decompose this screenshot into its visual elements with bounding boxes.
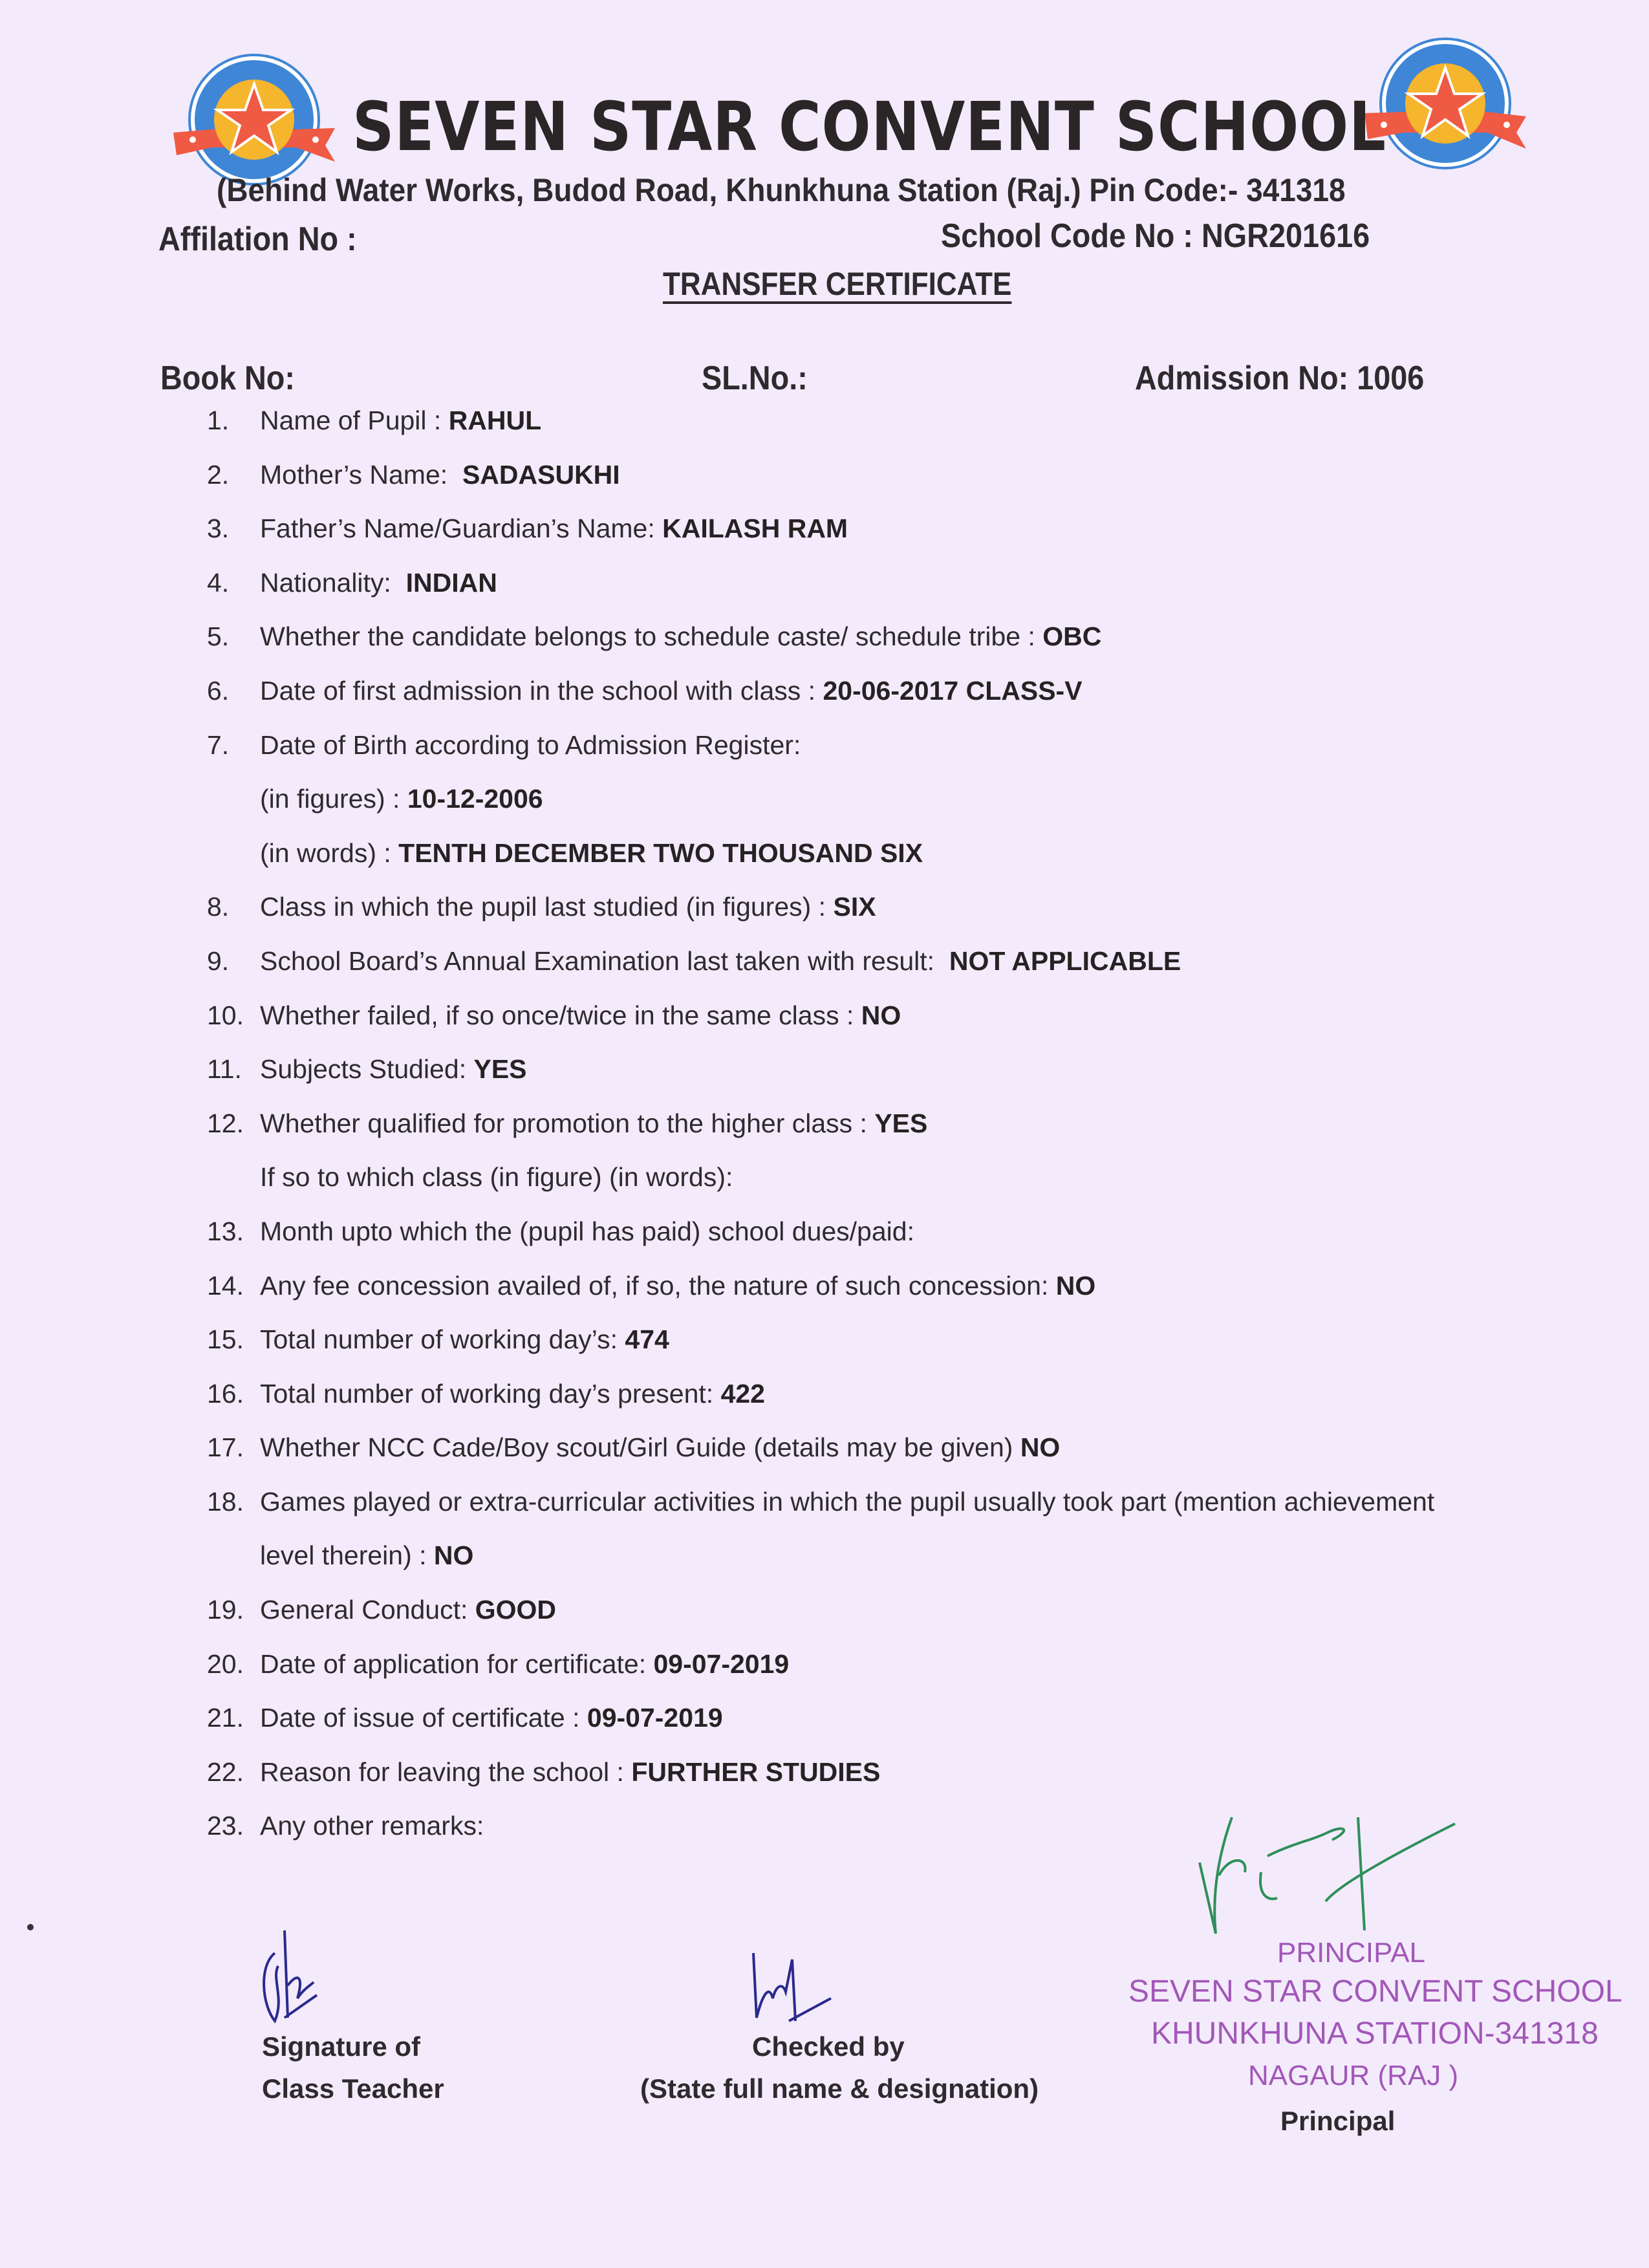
field-label: Date of first admission in the school with class : [260, 675, 823, 706]
certificate-field-row [207, 1648, 1565, 1702]
certificate-field-row [207, 1053, 1565, 1107]
field-label: (in figures) : [260, 784, 407, 814]
field-text [260, 729, 801, 761]
field-text [260, 1756, 880, 1788]
book-number [160, 359, 295, 398]
affiliation-number [158, 220, 357, 259]
stamp-school-name: SEVEN STAR CONVENT SCHOOL [1128, 1974, 1622, 2009]
field-text [260, 620, 1101, 653]
field-label: Father’s Name/Guardian’s Name: [260, 513, 663, 544]
field-label: If so to which class (in figure) (in words): [260, 1162, 733, 1193]
field-number: 7. [207, 729, 230, 760]
certificate-field-row [207, 620, 1565, 675]
field-text [260, 1809, 484, 1842]
field-text [260, 891, 876, 923]
certificate-field-row [207, 891, 1565, 945]
field-label: Date of issue of certificate : [260, 1703, 587, 1733]
field-number: 9. [207, 945, 230, 976]
field-value: 09-07-2019 [653, 1648, 790, 1679]
field-number: 22. [207, 1756, 244, 1787]
field-text [260, 512, 848, 545]
field-label: Any other remarks: [260, 1811, 484, 1841]
field-label: (in words) : [260, 837, 399, 868]
class-teacher-signature-label-line1: Signature of [262, 2031, 421, 2062]
certificate-field-row [207, 1701, 1565, 1756]
field-label: Date of application for certificate: [260, 1648, 654, 1679]
field-number: 16. [207, 1378, 244, 1409]
field-value: NO [861, 1000, 901, 1030]
field-text [260, 837, 923, 869]
book-no-label: Book No: [160, 360, 295, 397]
field-text [260, 999, 901, 1031]
field-text [260, 404, 541, 437]
school-code-label: School Code No : [941, 217, 1193, 255]
certificate-field-row [207, 1756, 1565, 1810]
field-label: Mother’s Name: [260, 459, 462, 490]
field-label: Any fee concession availed of, if so, the nature of such concession: [260, 1270, 1056, 1301]
field-number: 17. [207, 1432, 244, 1463]
certificate-field-row [207, 729, 1565, 783]
class-teacher-signature-icon [264, 1930, 317, 2021]
field-number: 11. [207, 1054, 242, 1085]
field-text [260, 1593, 556, 1626]
field-value: OBC [1042, 621, 1102, 652]
admission-no-label: Admission No: [1135, 360, 1349, 397]
field-label: Whether failed, if so once/twice in the same class : [260, 1000, 861, 1030]
field-label: General Conduct: [260, 1595, 475, 1625]
field-label: Subjects Studied: [260, 1054, 474, 1085]
certificate-field-row [207, 1161, 1565, 1215]
certificate-field-row [207, 404, 1565, 459]
field-number: 19. [207, 1595, 244, 1625]
school-address: (Behind Water Works, Budod Road, Khunkhuna Station (Raj.) Pin Code:- 341318 [217, 172, 1346, 208]
field-number: 12. [207, 1108, 244, 1138]
field-text [260, 1269, 1095, 1302]
field-label: Class in which the pupil last studied (in figures) : [260, 892, 834, 922]
field-text [260, 1053, 527, 1085]
certificate-field-row [207, 1431, 1565, 1485]
scan-speck [27, 1924, 34, 1930]
field-value: NO [433, 1540, 474, 1571]
field-text [260, 1539, 473, 1571]
stamp-station: KHUNKHUNA STATION-341318 [1151, 2016, 1599, 2051]
field-number: 6. [207, 675, 230, 706]
admission-number [1135, 359, 1424, 398]
field-value: YES [874, 1108, 928, 1138]
certificate-field-row [207, 1323, 1565, 1377]
field-text [260, 459, 620, 491]
certificate-field-row [207, 675, 1565, 729]
certificate-field-row [207, 1809, 1565, 1864]
field-value: SIX [833, 892, 876, 922]
field-label: School Board’s Annual Examination last taken with result: [260, 945, 949, 976]
field-text [260, 675, 1083, 707]
field-number: 23. [207, 1811, 244, 1841]
document-title: TRANSFER CERTIFICATE [663, 266, 1012, 302]
field-number: 1. [207, 405, 230, 435]
field-value: SADASUKHI [462, 459, 620, 490]
field-value: 20-06-2017 CLASS-V [823, 675, 1083, 706]
field-number: 4. [207, 567, 230, 598]
principal-label: Principal [1280, 2106, 1396, 2136]
field-number: 3. [207, 513, 230, 544]
field-label: Whether qualified for promotion to the higher class : [260, 1108, 875, 1138]
field-number: 20. [207, 1648, 244, 1679]
school-name: SEVEN STAR CONVENT SCHOOL [352, 87, 1386, 166]
field-number: 2. [207, 459, 230, 490]
field-number: 21. [207, 1703, 244, 1733]
field-value: 09-07-2019 [587, 1703, 723, 1733]
certificate-field-row [207, 1377, 1565, 1432]
field-text [260, 1431, 1060, 1463]
certificate-field-row [207, 1485, 1565, 1540]
field-value: RAHUL [448, 405, 542, 435]
field-label: level therein) : [260, 1540, 434, 1571]
certificate-field-row [207, 783, 1565, 837]
certificate-field-row [207, 1215, 1565, 1269]
field-number: 15. [207, 1324, 244, 1355]
certificate-field-row [207, 1107, 1565, 1161]
field-label: Total number of working day’s present: [260, 1378, 721, 1409]
affiliation-label: Affilation No : [158, 221, 357, 258]
checked-by-label: Checked by [752, 2031, 905, 2062]
field-text [260, 1215, 914, 1247]
certificate-field-row [207, 999, 1565, 1053]
field-label: Date of Birth according to Admission Register: [260, 729, 801, 760]
field-label: Whether NCC Cade/Boy scout/Girl Guide (details may be given) [260, 1432, 1020, 1463]
field-text [260, 1161, 733, 1193]
field-number: 13. [207, 1216, 244, 1246]
field-number: 8. [207, 892, 230, 922]
certificate-field-row [207, 1269, 1565, 1324]
school-logo-right-icon [1364, 36, 1526, 171]
field-label: Month upto which the (pupil has paid) school dues/paid: [260, 1216, 914, 1246]
sl-no-label: SL.No.: [702, 360, 808, 397]
field-label: Nationality: [260, 567, 406, 598]
checked-by-signature-icon [753, 1953, 831, 2021]
field-text [260, 783, 543, 815]
field-value: NOT APPLICABLE [949, 945, 1181, 976]
certificate-field-row [207, 567, 1565, 621]
field-text [260, 1485, 1434, 1518]
field-text [260, 1107, 927, 1139]
stamp-district: NAGAUR (RAJ ) [1248, 2060, 1459, 2091]
certificate-field-row [207, 512, 1565, 567]
serial-number [702, 359, 808, 398]
certificate-fields-list [207, 404, 1565, 1864]
field-value: INDIAN [405, 567, 497, 598]
field-value: 10-12-2006 [407, 784, 543, 814]
field-value: FURTHER STUDIES [631, 1756, 881, 1787]
field-number: 18. [207, 1486, 244, 1517]
field-label: Total number of working day’s: [260, 1324, 625, 1355]
field-label: Whether the candidate belongs to schedule caste/ schedule tribe : [260, 621, 1043, 652]
certificate-field-row [207, 459, 1565, 513]
checked-by-designation-label: (State full name & designation) [640, 2073, 1039, 2104]
field-text [260, 1648, 789, 1680]
certificate-field-row [207, 1593, 1565, 1648]
field-value: NO [1055, 1270, 1096, 1301]
field-value: TENTH DECEMBER TWO THOUSAND SIX [398, 837, 923, 868]
certificate-field-row [207, 945, 1565, 999]
field-number: 14. [207, 1270, 244, 1301]
field-number: 10. [207, 1000, 244, 1030]
certificate-field-row [207, 1539, 1565, 1593]
field-value: KAILASH RAM [662, 513, 848, 544]
field-number: 5. [207, 621, 230, 652]
field-text [260, 1323, 669, 1355]
stamp-principal: PRINCIPAL [1277, 1937, 1426, 1969]
field-text [260, 945, 1181, 977]
class-teacher-signature-label-line2: Class Teacher [262, 2073, 444, 2104]
field-text [260, 1377, 765, 1410]
school-code [941, 217, 1370, 255]
field-value: 422 [720, 1378, 765, 1409]
school-logo-left-icon [173, 52, 335, 188]
certificate-field-row [207, 837, 1565, 891]
field-label: Games played or extra-curricular activities in which the pupil usually took part (mention achievement [260, 1486, 1435, 1517]
field-label: Name of Pupil : [260, 405, 449, 435]
field-label: Reason for leaving the school : [260, 1756, 632, 1787]
school-code-value: NGR201616 [1202, 217, 1370, 255]
field-text [260, 567, 497, 599]
admission-no-value: 1006 [1357, 360, 1425, 397]
field-value: 474 [625, 1324, 669, 1355]
field-text [260, 1701, 723, 1734]
field-value: GOOD [475, 1595, 557, 1625]
field-value: NO [1020, 1432, 1061, 1463]
field-value: YES [473, 1054, 527, 1085]
